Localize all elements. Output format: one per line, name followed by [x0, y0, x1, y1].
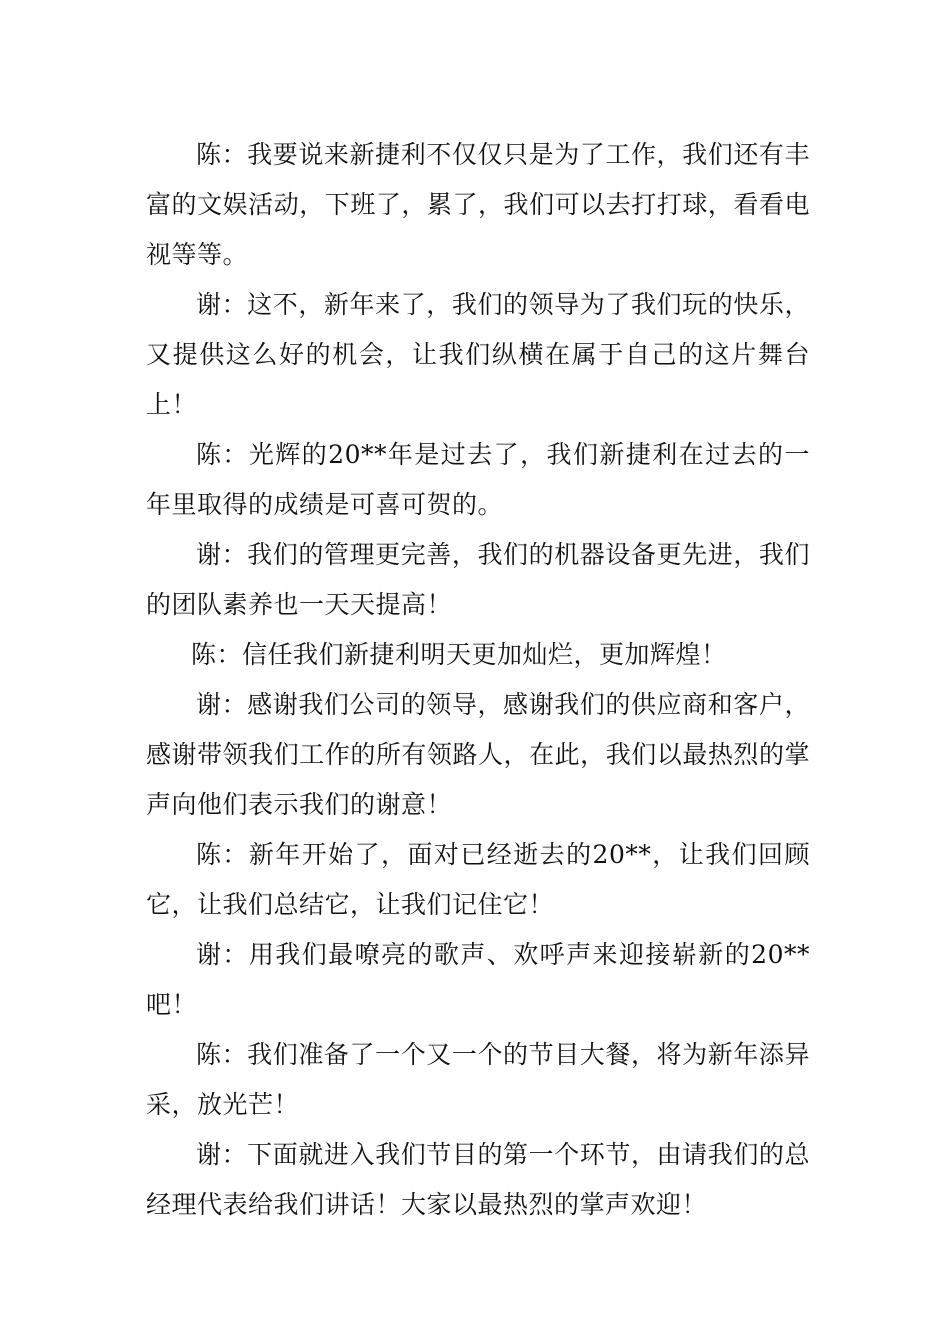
paragraph-6: 谢：感谢我们公司的领导，感谢我们的供应商和客户，感谢带领我们工作的所有领路人，在此，我们以最热烈的掌声向他们表示我们的谢意！ [146, 690, 810, 819]
paragraph-2: 谢：这不，新年来了，我们的领导为了我们玩的快乐，又提供这么好的机会，让我们纵横在属于自己的这片舞台上！ [146, 290, 810, 419]
paragraph-3: 陈：光辉的20**年是过去了，我们新捷利在过去的一年里取得的成绩是可喜可贺的。 [146, 440, 810, 519]
paragraph-7: 陈：新年开始了，面对已经逝去的20**，让我们回顾它，让我们总结它，让我们记住它！ [146, 840, 810, 919]
paragraph-9: 陈：我们准备了一个又一个的节目大餐，将为新年添异采，放光芒！ [146, 1040, 810, 1119]
paragraph-8: 谢：用我们最嘹亮的歌声、欢呼声来迎接崭新的20**吧！ [146, 940, 810, 1019]
paragraph-4: 谢：我们的管理更完善，我们的机器设备更先进，我们的团队素养也一天天提高！ [146, 540, 810, 619]
document-page [146, 130, 810, 1230]
paragraph-5: 陈：信任我们新捷利明天更加灿烂，更加辉煌！ [191, 640, 727, 669]
paragraph-1: 陈：我要说来新捷利不仅仅只是为了工作，我们还有丰富的文娱活动，下班了，累了，我们可以去打打球，看看电视等等。 [146, 140, 810, 269]
paragraph-10: 谢：下面就进入我们节目的第一个环节，由请我们的总经理代表给我们讲话！大家以最热烈的掌声欢迎！ [146, 1140, 810, 1219]
